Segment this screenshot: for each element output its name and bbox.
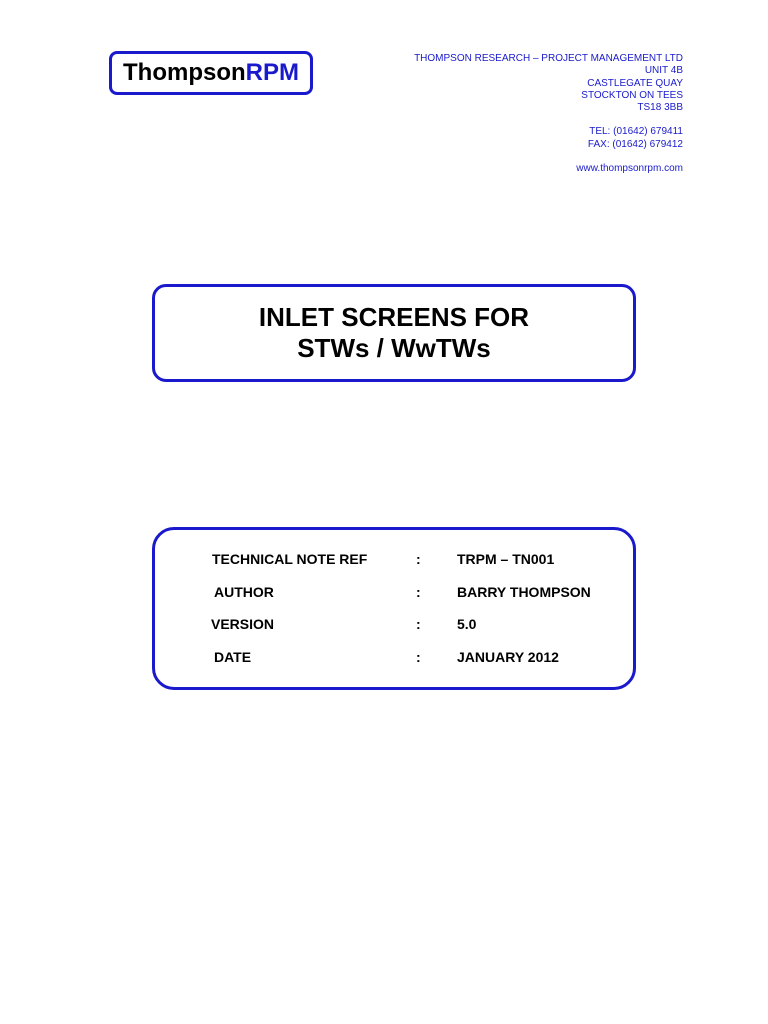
address-spacer	[414, 114, 683, 126]
company-logo	[109, 51, 313, 95]
detail-value: BARRY THOMPSON	[457, 584, 591, 600]
address-spacer	[414, 151, 683, 163]
logo-text-rpm: RPM	[245, 59, 299, 86]
company-address	[414, 53, 683, 175]
detail-separator: :	[416, 649, 421, 665]
address-line-postcode: TS18 3BB	[637, 102, 683, 114]
document-title-line-1: INLET SCREENS FOR	[258, 302, 530, 332]
address-line-company: THOMPSON RESEARCH – PROJECT MANAGEMENT LTD	[414, 53, 683, 64]
detail-row-date	[155, 648, 633, 666]
detail-separator: :	[416, 584, 421, 600]
document-details-box	[152, 527, 636, 690]
website-link[interactable]: www.thompsonrpm.com	[576, 163, 683, 175]
detail-label: VERSION	[211, 616, 275, 632]
detail-value: TRPM – TN001	[457, 551, 555, 567]
document-title-line-2: STWs / WwTWs	[297, 333, 491, 363]
fax-number: FAX: (01642) 679412	[587, 138, 683, 150]
address-line-unit: UNIT 4B	[644, 65, 683, 77]
detail-value: JANUARY 2012	[457, 649, 559, 665]
detail-separator: :	[416, 551, 421, 567]
detail-separator: :	[416, 616, 421, 632]
document-title-box	[152, 284, 636, 382]
address-line-street: CASTLEGATE QUAY	[587, 77, 683, 89]
detail-label: AUTHOR	[214, 584, 274, 600]
detail-label: DATE	[214, 649, 252, 665]
telephone-number: TEL: (01642) 679411	[589, 126, 683, 138]
logo-text-thompson: Thompson	[123, 59, 246, 86]
address-line-town: STOCKTON ON TEES	[581, 89, 683, 101]
detail-row-author	[155, 583, 633, 601]
detail-row-version	[155, 615, 633, 633]
detail-value: 5.0	[457, 616, 477, 632]
detail-row-technical-note-ref	[155, 550, 633, 568]
detail-label: TECHNICAL NOTE REF	[212, 551, 368, 567]
